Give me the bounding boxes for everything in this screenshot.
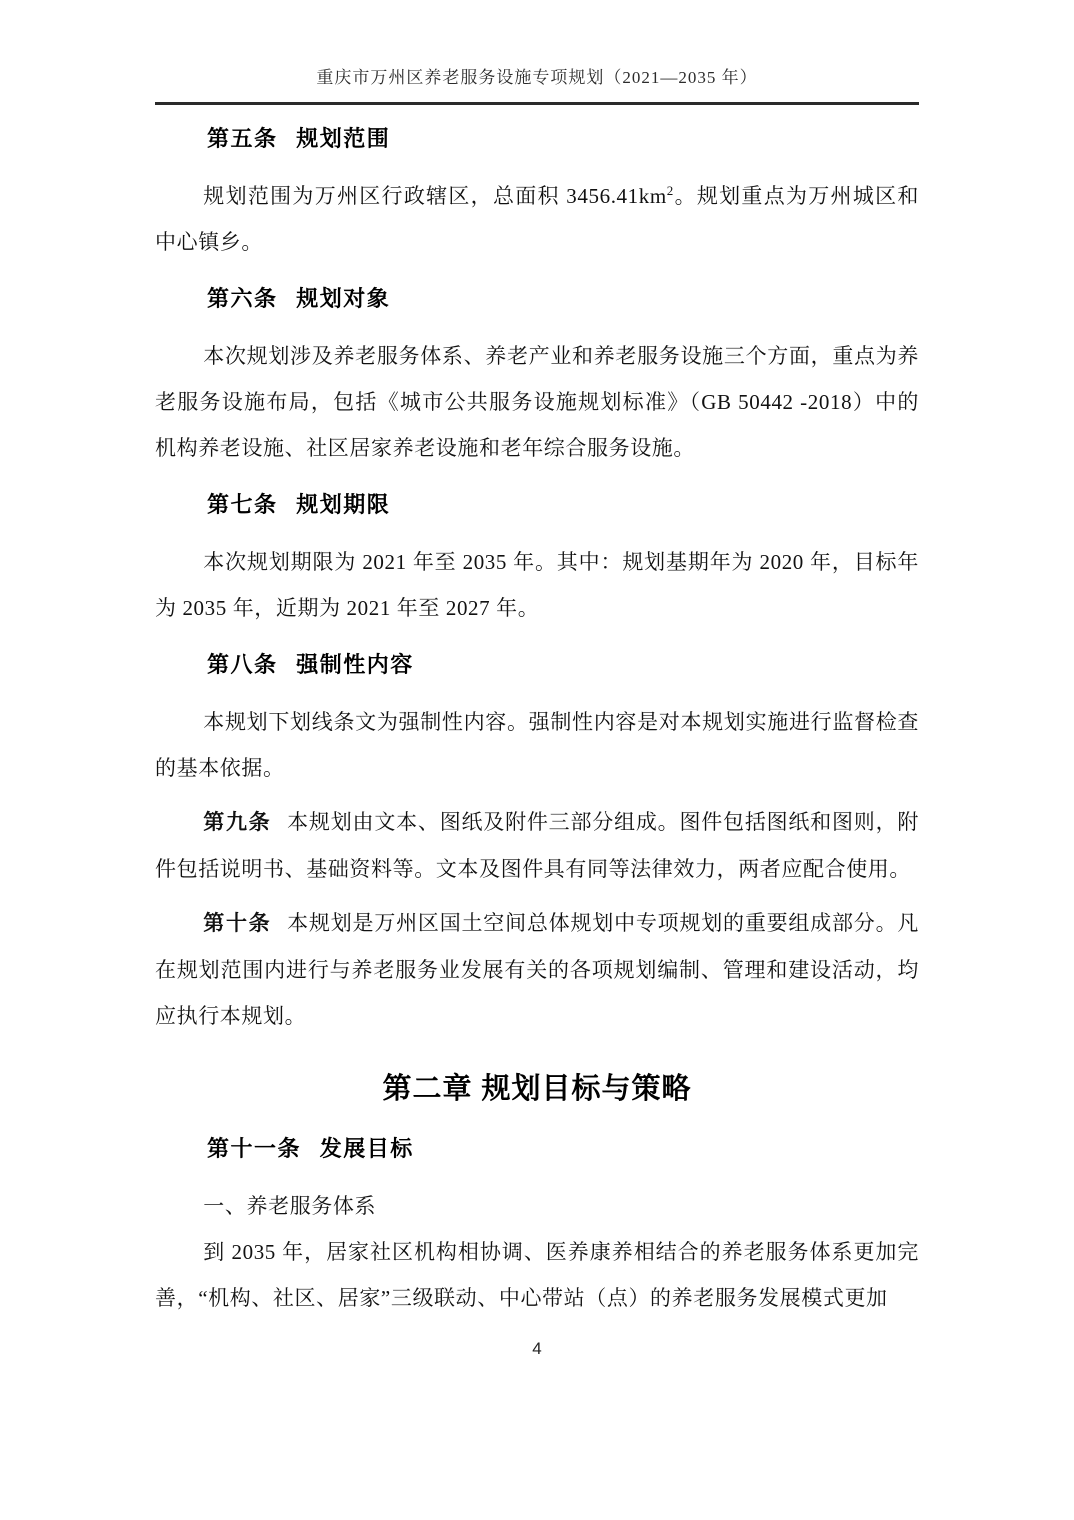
article-10-text: 本规划是万州区国土空间总体规划中专项规划的重要组成部分。凡在规划范围内进行与养老服务业发展有关的各项规划编制、管理和建设活动，均应执行本规划。 (155, 911, 919, 1028)
article-7-paragraph: 本次规划期限为 2021 年至 2035 年。其中：规划基期年为 2020 年，目标年为 2035 年，近期为 2021 年至 2027 年。 (155, 550, 919, 620)
article-8-heading (155, 649, 919, 681)
article-7-heading (155, 489, 919, 521)
article-5-title: 规划范围 (296, 126, 391, 151)
article-11-title: 发展目标 (319, 1136, 414, 1161)
article-6-paragraph: 本次规划涉及养老服务体系、养老产业和养老服务设施三个方面，重点为养老服务设施布局，包括《城市公共服务设施规划标准》（GB 50442 -2018）中的机构养老设施、社区居家养老设施和老年综合服务设施。 (155, 344, 919, 460)
article-8-number: 第八条 (207, 652, 278, 677)
article-10-number: 第十条 (203, 912, 272, 935)
article-5-heading (155, 123, 919, 155)
article-5-text-after-sup: 。规划重点为万州城区和中心镇乡。 (155, 184, 919, 254)
article-6-heading (155, 283, 919, 315)
page-content (155, 66, 919, 1361)
article-9-paragraph (155, 799, 919, 892)
article-7-number: 第七条 (207, 492, 278, 517)
article-8-title: 强制性内容 (296, 652, 414, 677)
article-7-title: 规划期限 (296, 492, 391, 517)
header-rule (155, 102, 919, 105)
article-10-paragraph (155, 900, 919, 1039)
running-header: 重庆市万州区养老服务设施专项规划（2021—2035 年） (316, 68, 758, 87)
page-number: 4 (532, 1339, 542, 1358)
article-5-paragraph (155, 173, 919, 265)
superscript-2: 2 (666, 183, 674, 198)
article-11-heading (155, 1133, 919, 1165)
development-goal-paragraph: 到 2035 年，居家社区机构相协调、医养康养相结合的养老服务体系更加完善，“机构、社区、居家”三级联动、中心带站（点）的养老服务发展模式更加 (155, 1240, 919, 1310)
article-6-title: 规划对象 (296, 286, 391, 311)
chapter-2-heading: 第二章 规划目标与策略 (382, 1073, 692, 1105)
article-8-paragraph: 本规划下划线条文为强制性内容。强制性内容是对本规划实施进行监督检查的基本依据。 (155, 710, 919, 780)
article-11-number: 第十一条 (207, 1136, 302, 1161)
subsection-heading: 一、养老服务体系 (203, 1194, 377, 1218)
article-9-text: 本规划由文本、图纸及附件三部分组成。图件包括图纸和图则，附件包括说明书、基础资料等。文本及图件具有同等法律效力，两者应配合使用。 (155, 810, 919, 881)
article-5-text-before-sup: 规划范围为万州区行政辖区，总面积 3456.41km (203, 184, 667, 208)
article-9-number: 第九条 (203, 811, 272, 834)
article-5-number: 第五条 (207, 126, 278, 151)
article-6-number: 第六条 (207, 286, 278, 311)
